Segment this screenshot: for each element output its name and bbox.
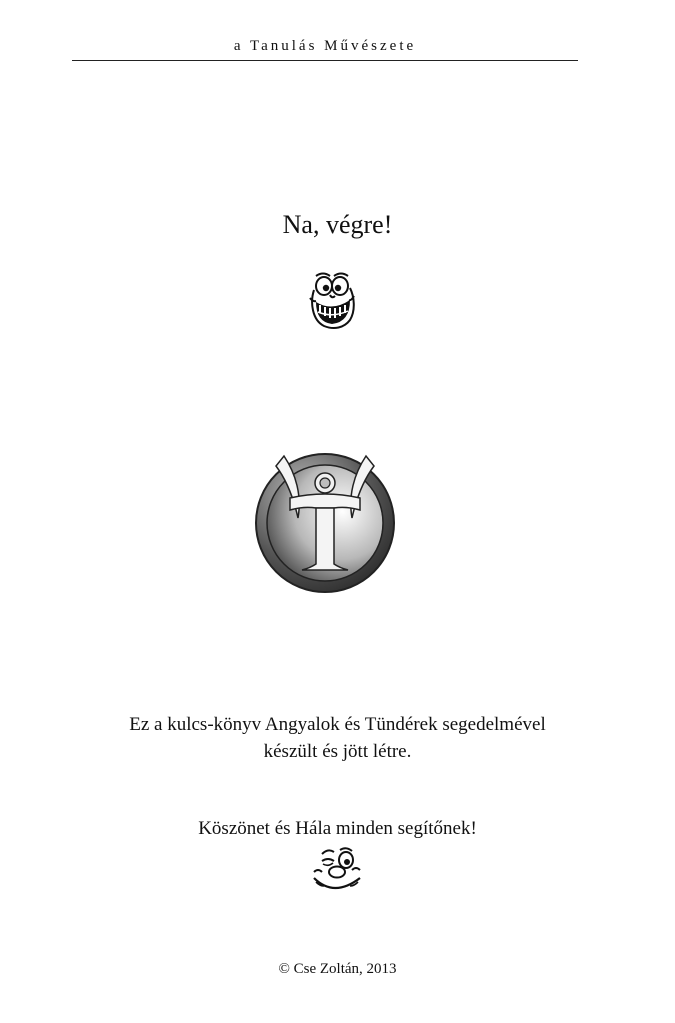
dedication-line-2: készült és jött létre.	[263, 741, 412, 762]
winking-smiley-icon	[304, 846, 368, 898]
copyright-line: © Cse Zoltán, 2013	[278, 961, 397, 977]
tanulas-t-emblem-icon	[254, 452, 396, 594]
grinning-smiley-icon	[304, 268, 360, 330]
running-header: a Tanulás Művészete	[233, 38, 417, 54]
thanks-line: Köszönet és Hála minden segítőnek!	[198, 818, 477, 839]
dedication-line-1: Ez a kulcs-könyv Angyalok és Tündérek segedelmével	[129, 714, 546, 735]
header-rule	[72, 60, 578, 61]
page-title: Na, végre!	[282, 210, 393, 239]
